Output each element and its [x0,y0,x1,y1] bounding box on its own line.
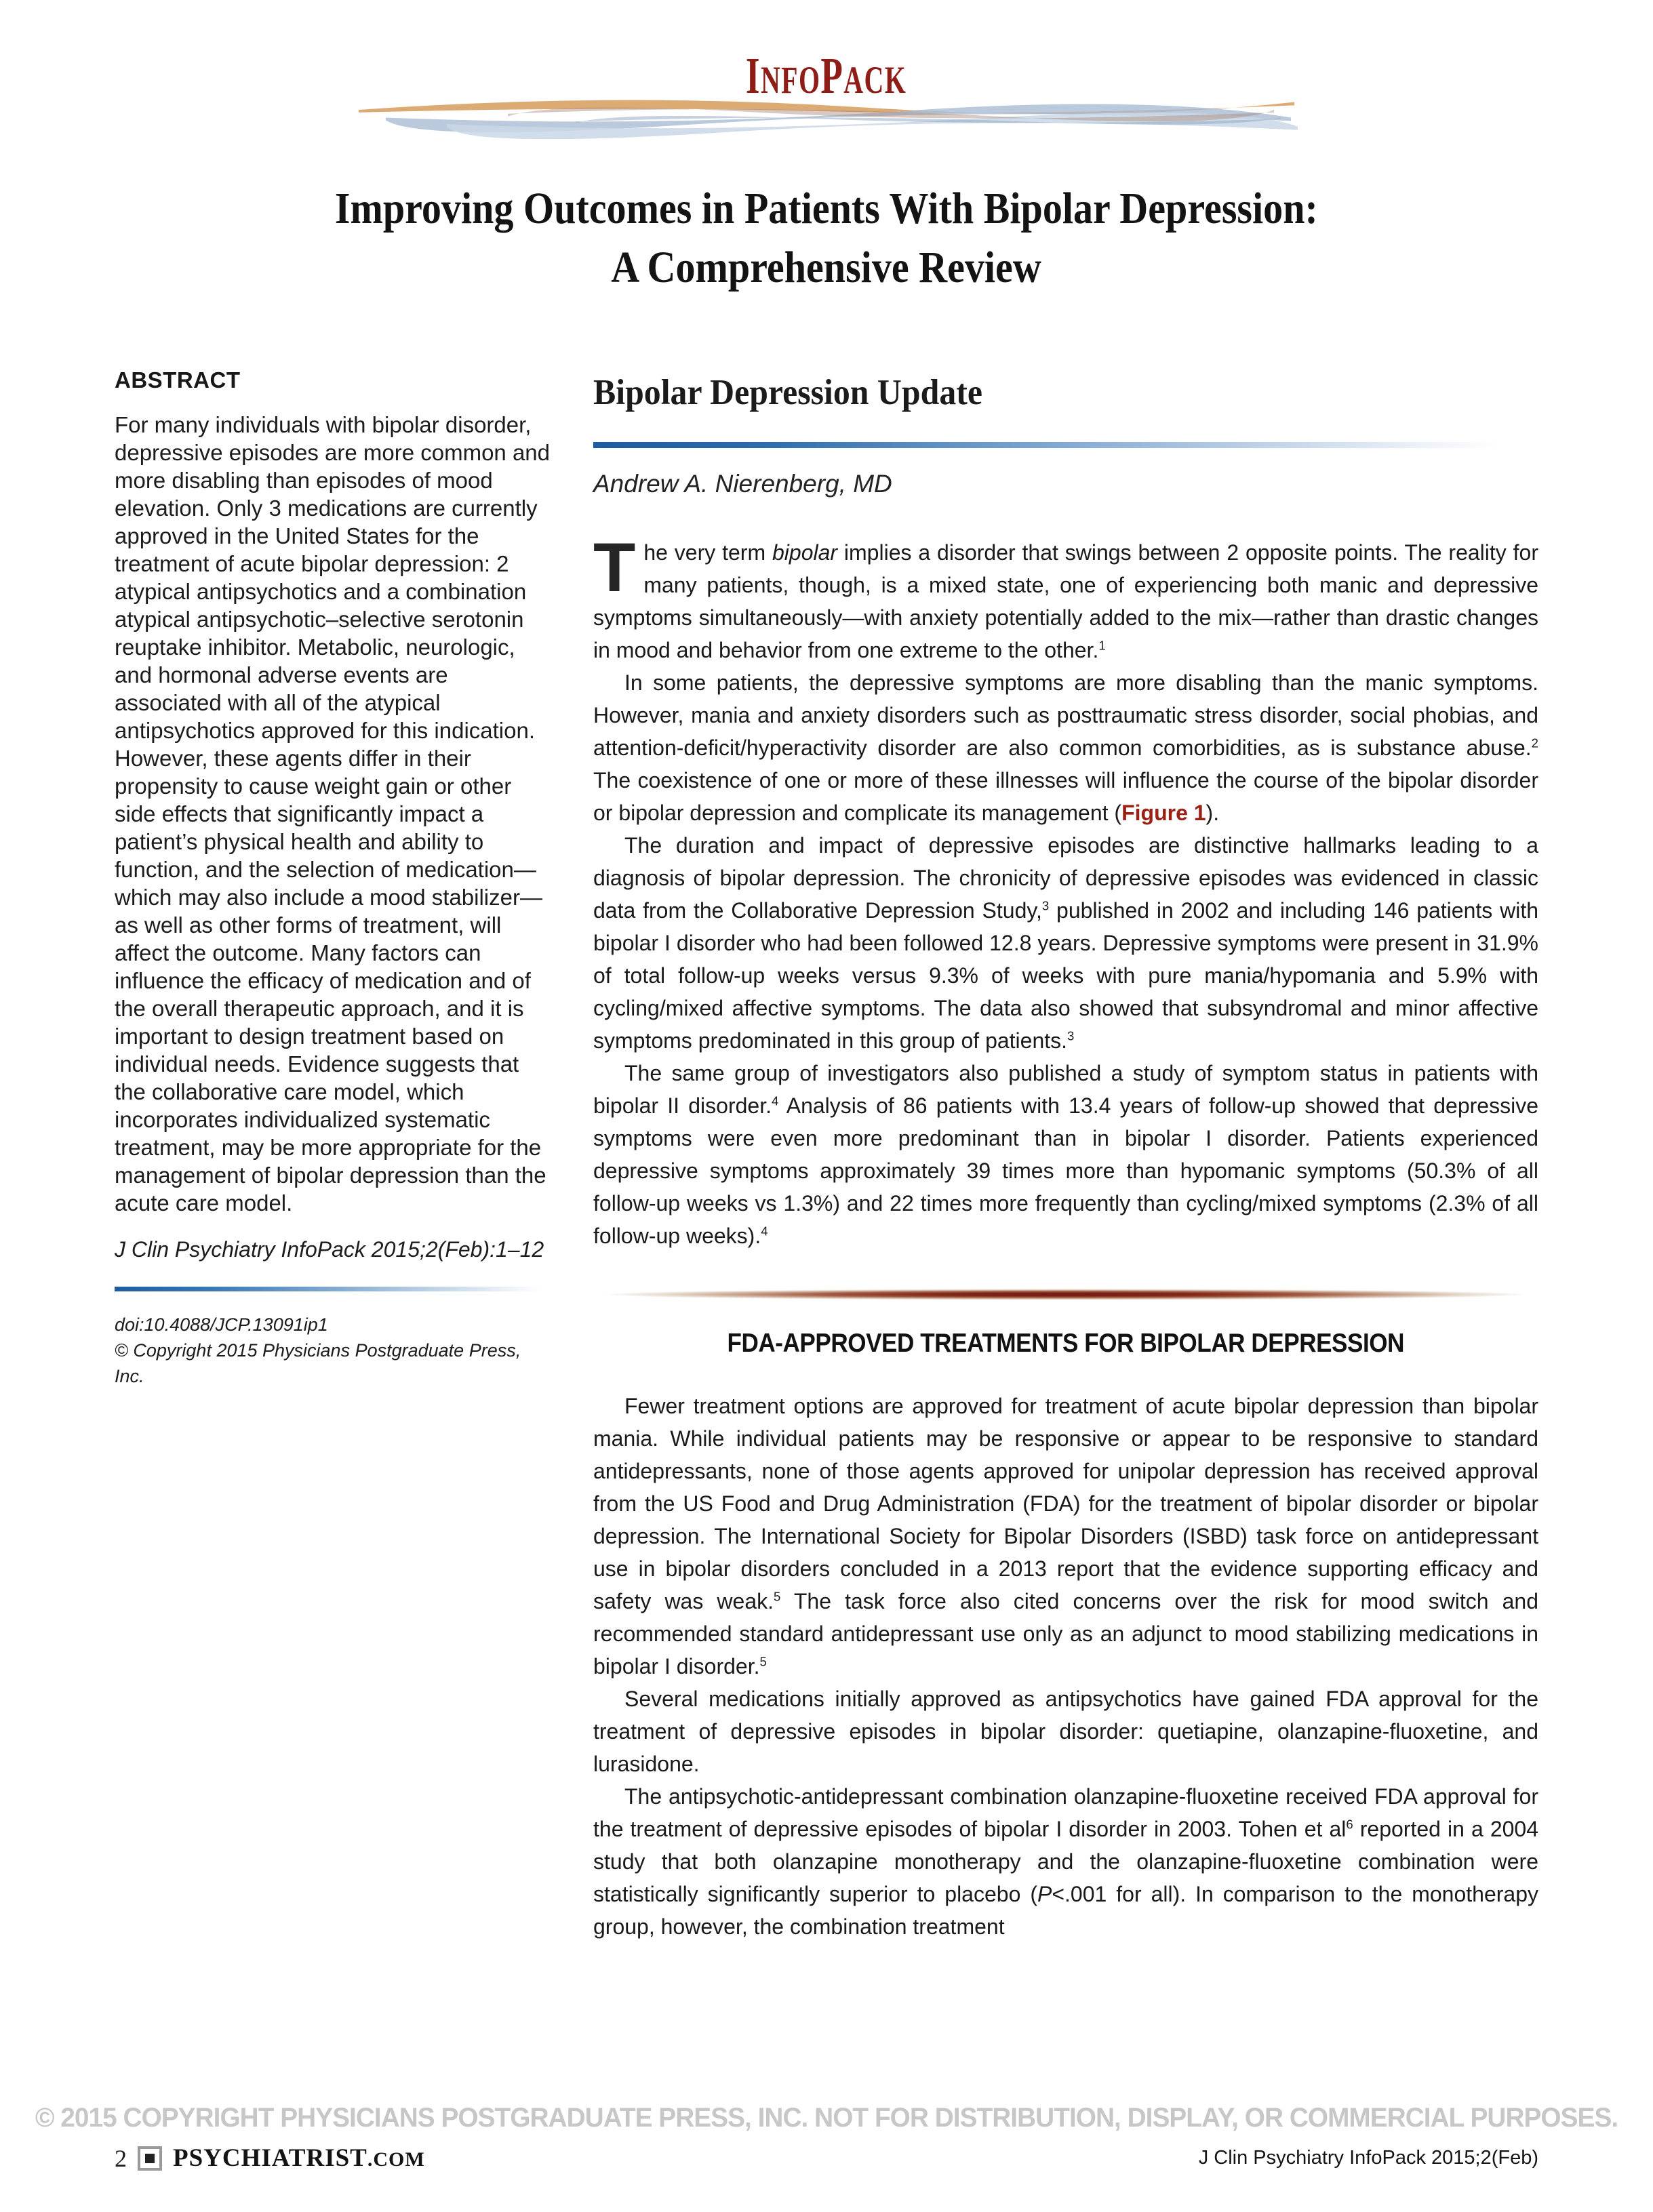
paragraph-text: implies a disorder that swings between 2 opposite points. The reality for many patients, though, is a mixed state, one of experiencing both manic and depressive symptoms simultaneously—with anxiety potentially added to the mix—rather than drastic changes in mood and behavior from one extreme to the other. [593,540,1539,662]
paragraph-text: The antipsychotic-antidepressant combination olanzapine-fluoxetine received FDA approval for the treatment of depressive episodes of bipolar I disorder in 2003. Tohen et al [593,1784,1538,1841]
logo-letters: ACK [843,59,907,102]
logo-letters: NFO [761,59,821,102]
blue-rule-header [593,442,1538,448]
infopack-logo [746,47,907,104]
paragraph-text: P [1037,1881,1052,1906]
two-column-layout [115,344,1538,1943]
abstract-body: For many individuals with bipolar disorder, depressive episodes are more common and more disabling than episodes of mood elevation. Only 3 medications are currently approved in the United States for the treatment of acute bipolar depression: 2 atypical antipsychotics and a combination atypical antipsychotic–selective serotonin reuptake inhibitor. Metabolic, neurologic, and hormonal adverse events are associated with all of the atypical antipsychotics approved for this indication. However, these agents differ in their propensity to cause weight gain or other side effects that significantly impact a patient’s physical health and ability to function, and the selection of medication—which may also include a mood stabilizer—as well as other forms of treatment, will affect the outcome. Many factors can influence the efficacy of medication and of the overall therapeutic approach, and it is important to design treatment based on individual needs. Evidence suggests that the collaborative care model, which incorporates individualized systematic treatment, may be more appropriate for the management of bipolar depression than the acute care model. [115,412,551,1216]
abstract-heading: ABSTRACT [115,367,241,393]
reference-superscript: 5 [774,1589,781,1604]
fda-section-heading-text: FDA-APPROVED TREATMENTS FOR BIPOLAR DEPRESSION [727,1328,1405,1358]
doi-line: doi:10.4088/JCP.13091ip1 [115,1314,328,1335]
article-title [115,179,1538,297]
paragraph-text: In some patients, the depressive symptoms are more disabling than the manic symptoms. However, mania and anxiety disorders such as posttraumatic stress disorder, social phobias, and attention-deficit/hyperactivity disorder are also common comorbidities, as is substance abuse. [593,670,1538,760]
logo-letter: I [746,47,761,104]
logo-letter: P [820,47,844,104]
page-number: 2 [115,2144,127,2172]
figure-1-link[interactable]: Figure 1 [1121,800,1206,825]
journal-reference: J Clin Psychiatry InfoPack 2015;2(Feb) [1198,2147,1538,2169]
article-column [593,344,1538,1943]
paragraph-text: bipolar [772,540,838,565]
article-paragraph [593,1390,1538,1683]
psychiatrist-logo-icon-inner [145,2154,155,2163]
article-paragraph [593,666,1538,829]
article-paragraph [593,1057,1538,1252]
paragraph-text: The same group of investigators also published a study of symptom status in patients with bipolar II disorder. [593,1060,1538,1118]
paragraph-text: Analysis of 86 patients with 13.4 years of follow-up showed that depressive symptoms were even more predominant than in bipolar I disorder. Patients experienced depressive symptoms approximately 39 times more than hypomanic symptoms (50.3% of all follow-up weeks vs 1.3%) and 22 times more frequently than cycling/mixed symptoms (2.3% of all follow-up weeks). [593,1093,1538,1248]
article-paragraph [593,1683,1538,1780]
blue-rule-divider [115,1287,554,1291]
doi-block [115,1312,554,1389]
brand-tld: .COM [367,2148,425,2171]
article-paragraph [593,1780,1538,1943]
abstract-column [115,344,554,1389]
article-paragraph [593,528,1539,666]
footer-left [115,2144,425,2173]
page-footer [115,2144,1538,2173]
maroon-section-divider [593,1289,1538,1300]
article-title-line1: Improving Outcomes in Patients With Bipolar Depression: [335,184,1318,233]
author-byline: Andrew A. Nierenberg, MD [593,469,892,498]
brand-wordmark [173,2144,425,2173]
reference-superscript: 1 [1098,638,1106,653]
reference-superscript: 6 [1346,1817,1353,1832]
paragraph-text: ). [1206,800,1220,825]
fda-section-paragraphs [593,1390,1538,1943]
drop-cap: T [593,528,636,606]
reference-superscript: 4 [771,1093,779,1108]
copyright-line: © Copyright 2015 Physicians Postgraduate Press, Inc. [115,1340,521,1387]
paragraph-text: reported in a 2004 study that both olanzapine monotherapy and the olanzapine-fluoxetine combination were statistically significantly superior to placebo ( [593,1816,1539,1906]
fda-section-heading [593,1329,1538,1359]
article-paragraph [593,829,1538,1057]
masthead [115,0,1538,140]
paragraph-text: <.001 for all). In comparison to the monotherapy group, however, the combination treatment [593,1881,1539,1939]
reference-superscript: 3 [1067,1028,1075,1043]
paragraph-text: Fewer treatment options are approved for treatment of acute bipolar depression than bipolar mania. While individual patients may be responsive or appear to be responsive to standard antidepressants, none of those agents approved for unipolar depression has received approval from the US Food and Drug Administration (FDA) for the treatment of bipolar disorder or bipolar depression. The International Society for Bipolar Disorders (ISBD) task force on antidepressant use in bipolar disorders concluded in a 2013 report that the evidence supporting efficacy and safety was weak. [593,1393,1538,1613]
psychiatrist-logo-icon [138,2146,162,2171]
paragraph-text: he very term [643,540,772,565]
page-content [115,0,1538,1943]
article-title-line2: A Comprehensive Review [611,243,1042,293]
reference-superscript: 3 [1041,898,1050,913]
abstract-citation: J Clin Psychiatry InfoPack 2015;2(Feb):1–12 [115,1237,544,1262]
running-section-title-text: Bipolar Depression Update [593,373,982,413]
copyright-watermark: © 2015 COPYRIGHT PHYSICIANS POSTGRADUATE PRESS, INC. NOT FOR DISTRIBUTION, DISPLAY, OR COMMERCIAL PURPOSES. [35,2103,1618,2133]
paragraph-text: The duration and impact of depressive episodes are distinctive hallmarks leading to a diagnosis of bipolar depression. The chronicity of depressive episodes was evidenced in classic data from the Collaborative Depression Study, [593,832,1538,923]
reference-superscript: 2 [1531,736,1538,750]
running-section-title [593,374,1538,412]
paragraph-text: The coexistence of one or more of these illnesses will influence the course of the bipolar disorder or bipolar depression and complicate its management ( [593,767,1538,825]
brand-name: PSYCHIATRIST [173,2144,367,2172]
reference-superscript: 4 [761,1224,768,1239]
article-intro-paragraphs [593,528,1539,1252]
paragraph-text: Several medications initially approved as antipsychotics have gained FDA approval for the treatment of depressive episodes in bipolar disorder: quetiapine, olanzapine-fluoxetine, and lurasidone. [593,1686,1538,1776]
paragraph-text: The task force also cited concerns over the risk for mood switch and recommended standard antidepressant use only as an adjunct to mood stabilizing medications in bipolar I disorder. [593,1588,1539,1678]
reference-superscript: 5 [759,1654,767,1669]
paragraph-text: published in 2002 and including 146 patients with bipolar I disorder who had been followed 12.8 years. Depressive symptoms were present in 31.9% of total follow-up weeks versus 9.3% of weeks with pure mania/hypomania and 5.9% with cycling/mixed affective symptoms. The data also showed that subsyndromal and minor affective symptoms predominated in this group of patients. [593,898,1538,1053]
